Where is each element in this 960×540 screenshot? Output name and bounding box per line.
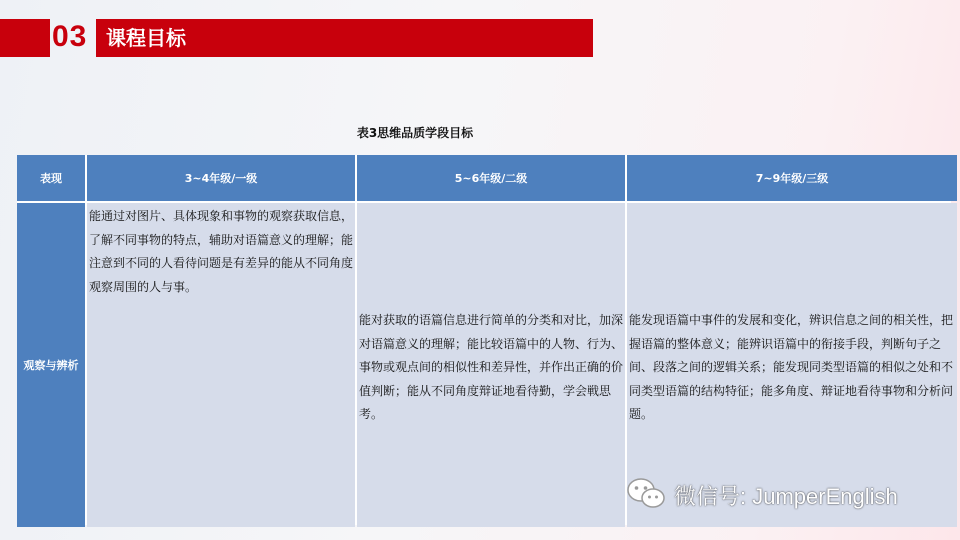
row-header-observe: 观察与辨析 bbox=[17, 203, 85, 527]
goals-table bbox=[17, 155, 954, 525]
table-cell-level-2-text: 能对获取的语篇信息进行简单的分类和对比，加深对语篇意义的理解；能比较语篇中的人物、行为、事物或观点间的相似性和差异性，并作出正确的价值判断；能从不同角度辩证地看待勤，学会戦思考。 bbox=[359, 313, 624, 421]
table-title: 表3思维品质学段目标 bbox=[356, 126, 474, 140]
watermark-text: 微信号: JumperEnglish bbox=[674, 483, 898, 509]
column-header-level-2: 5~6年级/二级 bbox=[357, 155, 625, 201]
column-header-level-1: 3~4年级/一级 bbox=[87, 155, 355, 201]
table-cell-level-3-text: 能发现语篇中事件的发展和变化，辨识信息之间的相关性，把握语篇的整体意义；能辨识语篇中的衔接手段，判断句子之间、段落之间的逻辑关系；能发现同类型语篇的相似之处和不同类型语篇的结构特征；能多角度、辩证地看待事物和分析问题。 bbox=[629, 313, 954, 421]
column-header-level-3: 7~9年级/三级 bbox=[627, 155, 957, 201]
column-header-performance: 表现 bbox=[17, 155, 85, 201]
header-accent-block bbox=[0, 19, 50, 57]
table-cell-level-2 bbox=[357, 203, 625, 527]
table-cell-level-1: 能通过对图片、具体现象和事物的观察获取信息，了解不同事物的特点，辅助对语篇意义的理解；能注意到不同的人看待问题是有差异的能从不同角度观察周围的人与事。 bbox=[87, 203, 355, 527]
section-title: 课程目标 bbox=[96, 19, 593, 57]
wechat-icon bbox=[626, 476, 666, 514]
watermark bbox=[626, 478, 898, 512]
section-number: 03 bbox=[52, 20, 88, 53]
